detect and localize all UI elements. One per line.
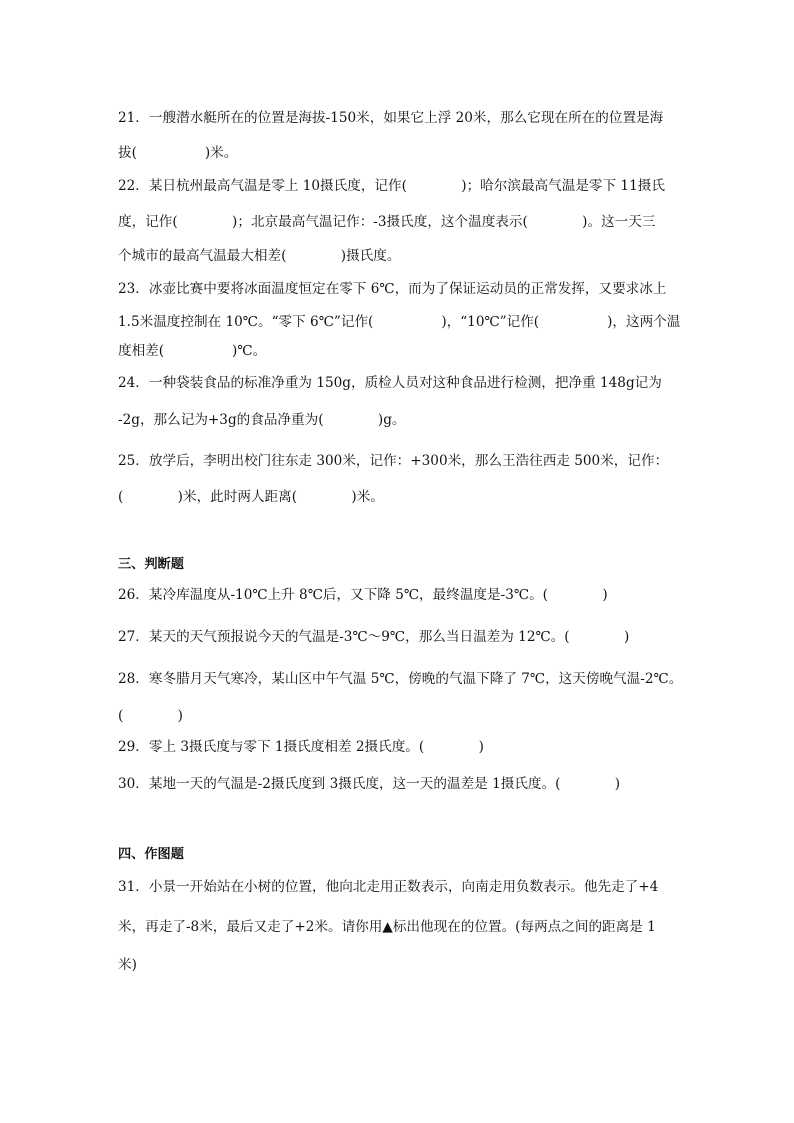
- question-31-line-2: 米，再走了-8米，最后又走了+2米。请你用▲标出他现在的位置。(每两点之间的距离是 1: [118, 919, 656, 935]
- question-21-line-1: 21．一艘潜水艇所在的位置是海拔-150米，如果它上浮 20米，那么它现在所在的位置是海: [118, 110, 664, 126]
- section-4-heading: 四、作图题: [118, 847, 184, 862]
- question-23-line-1: 23．冰壶比赛中要将冰面温度恒定在零下 6℃，而为了保证运动员的正常发挥，又要求冰上: [118, 281, 667, 297]
- question-29: 29．零上 3摄氏度与零下 1摄氏度相差 2摄氏度。( ): [118, 739, 484, 755]
- question-23-line-2: 1.5米温度控制在 10℃。“零下 6℃”记作( )，“10℃”记作( )，这两个温: [118, 314, 681, 330]
- question-22-line-3: 个城市的最高气温最大相差( )摄氏度。: [118, 248, 401, 264]
- question-26: 26．某冷库温度从-10℃上升 8℃后，又下降 5℃，最终温度是-3℃。( ): [118, 587, 608, 603]
- question-28-line-2: ( ): [118, 708, 183, 724]
- question-31-line-1: 31．小景一开始站在小树的位置，他向北走用正数表示，向南走用负数表示。他先走了+4: [118, 879, 659, 895]
- question-27: 27．某天的天气预报说今天的气温是-3℃～9℃，那么当日温差为 12℃。( ): [118, 629, 630, 645]
- section-3-heading: 三、判断题: [118, 557, 184, 572]
- question-31-line-3: 米): [118, 957, 137, 973]
- question-22-line-1: 22．某日杭州最高气温是零上 10摄氏度，记作( )；哈尔滨最高气温是零下 11摄氏: [118, 178, 665, 194]
- question-23-line-3: 度相差( )℃。: [118, 343, 267, 359]
- question-25-line-2: ( )米，此时两人距离( )米。: [118, 489, 384, 505]
- question-21-line-2: 拔( )米。: [118, 145, 238, 161]
- question-25-line-1: 25．放学后，李明出校门往东走 300米，记作：+300米，那么王浩往西走 500米，记作：: [118, 453, 669, 469]
- question-30: 30．某地一天的气温是-2摄氏度到 3摄氏度，这一天的温差是 1摄氏度。( ): [118, 776, 621, 792]
- question-24-line-2: -2g，那么记为+3g的食品净重为( )g。: [118, 412, 406, 428]
- question-28-line-1: 28．寒冬腊月天气寒冷，某山区中午气温 5℃，傍晚的气温下降了 7℃，这天傍晚气温-2℃。: [118, 671, 683, 687]
- question-22-line-2: 度，记作( )；北京最高气温记作：-3摄氏度，这个温度表示( )。这一天三: [118, 214, 656, 230]
- question-24-line-1: 24．一种袋装食品的标准净重为 150g，质检人员对这种食品进行检测，把净重 148g记为: [118, 375, 662, 391]
